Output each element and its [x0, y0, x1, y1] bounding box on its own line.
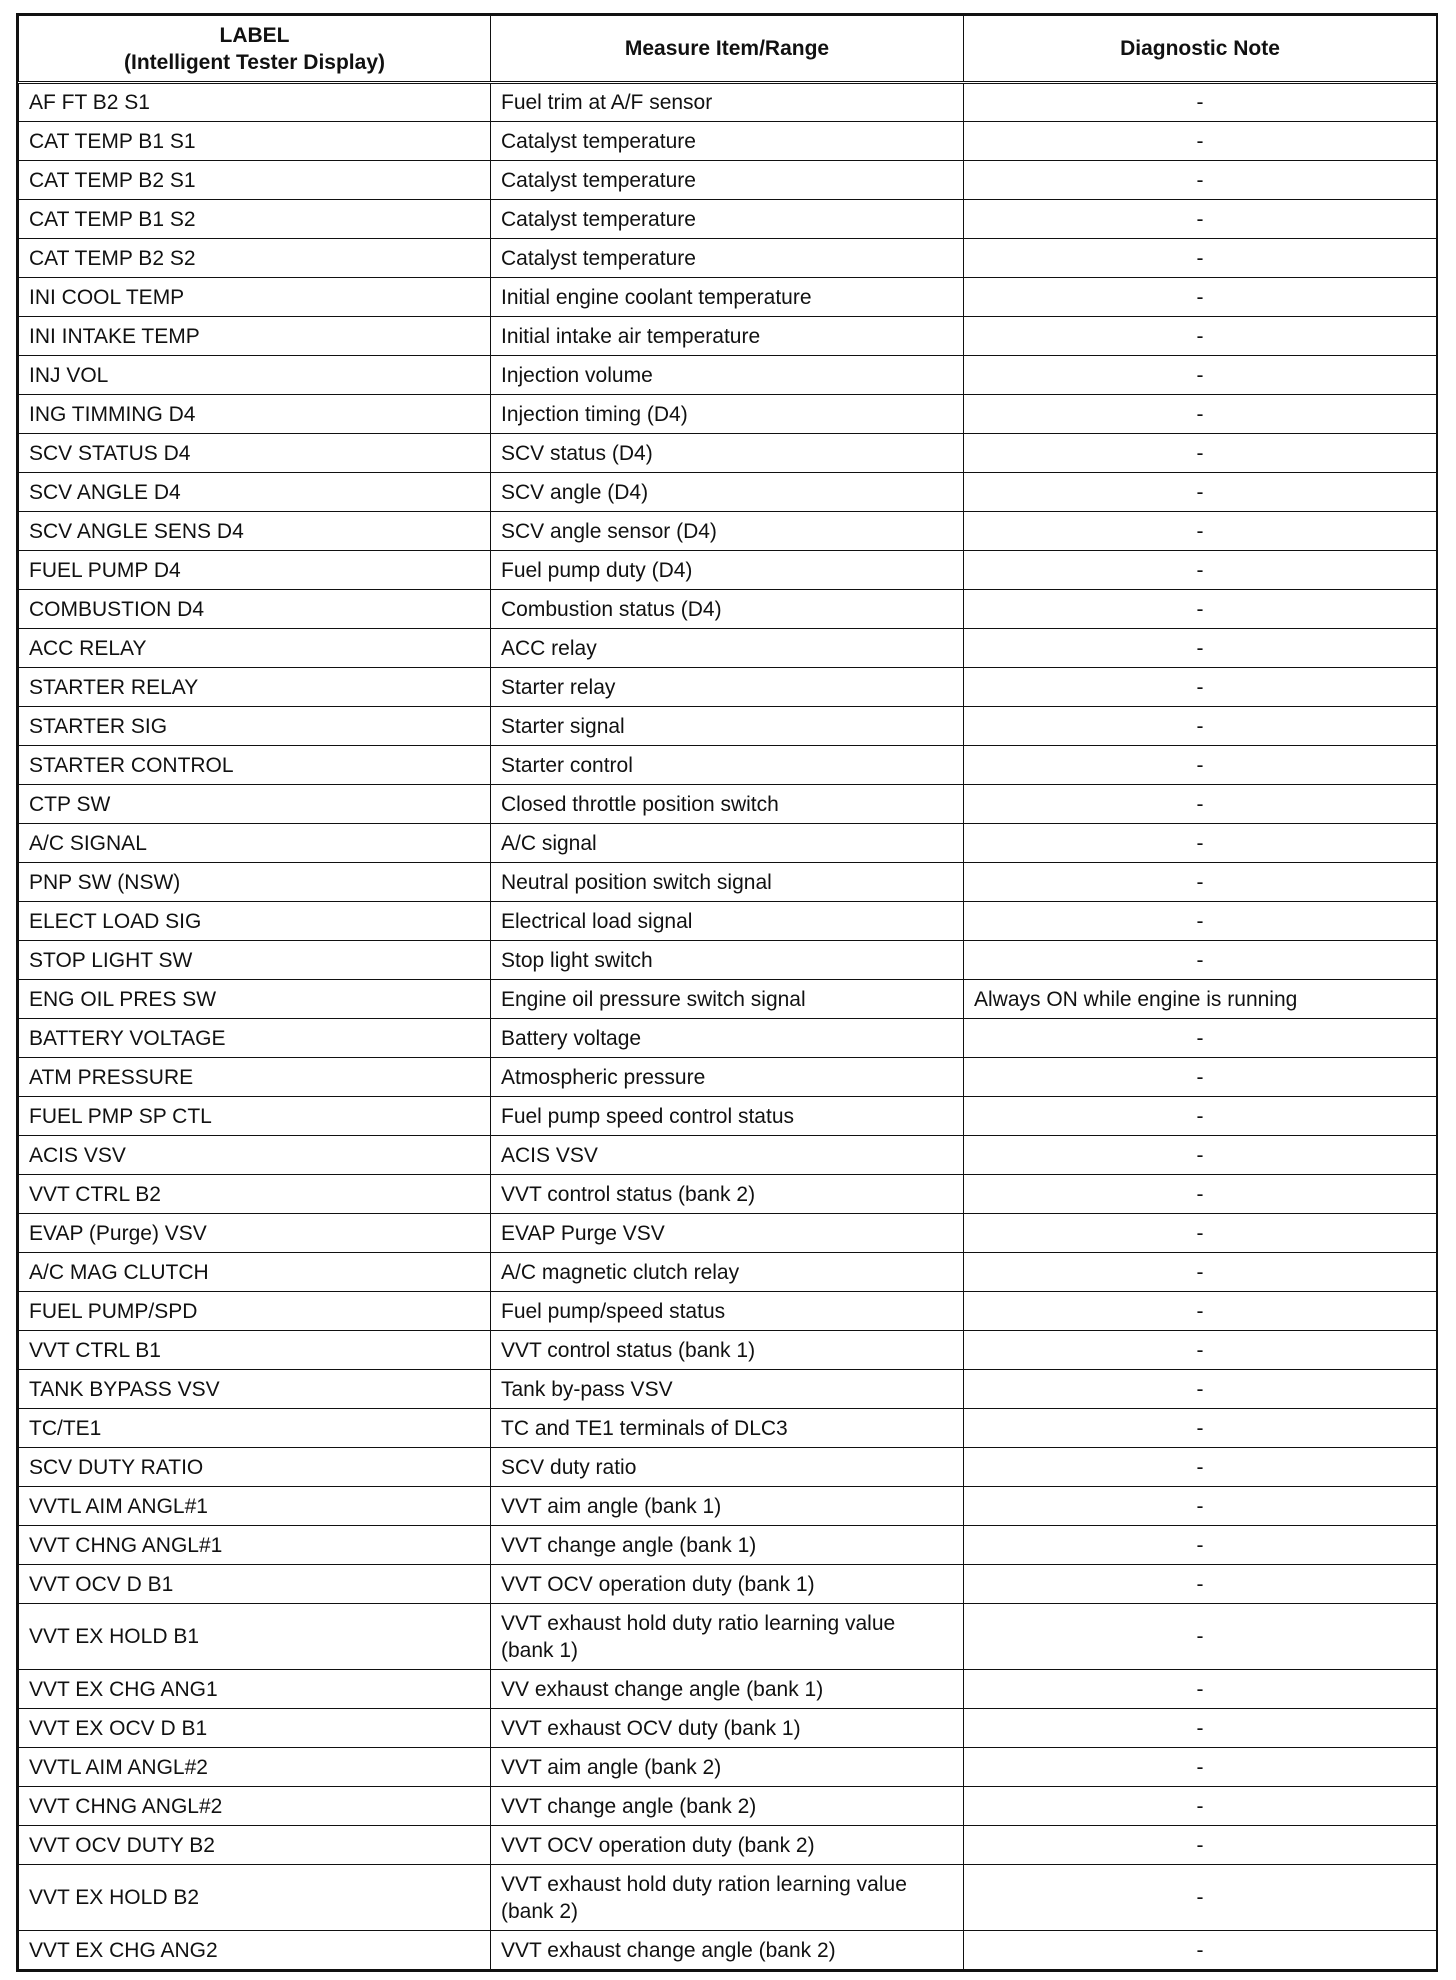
- header-label-line2: (Intelligent Tester Display): [124, 50, 385, 74]
- cell-measure: Starter control: [491, 746, 964, 785]
- cell-note: -: [964, 1787, 1437, 1826]
- cell-label: SCV ANGLE D4: [19, 473, 491, 512]
- table-row: [19, 239, 1437, 278]
- table-row: [19, 746, 1437, 785]
- cell-label: STARTER RELAY: [19, 668, 491, 707]
- table-row: [19, 863, 1437, 902]
- cell-measure: Initial intake air temperature: [491, 317, 964, 356]
- cell-label: VVT OCV D B1: [19, 1565, 491, 1604]
- cell-measure: Catalyst temperature: [491, 161, 964, 200]
- table-row: [19, 902, 1437, 941]
- cell-measure: Neutral position switch signal: [491, 863, 964, 902]
- cell-measure: EVAP Purge VSV: [491, 1214, 964, 1253]
- cell-measure: VVT change angle (bank 2): [491, 1787, 964, 1826]
- cell-measure: Combustion status (D4): [491, 590, 964, 629]
- cell-measure: Initial engine coolant temperature: [491, 278, 964, 317]
- cell-label: VVT CTRL B1: [19, 1331, 491, 1370]
- cell-label: ACC RELAY: [19, 629, 491, 668]
- cell-measure: Closed throttle position switch: [491, 785, 964, 824]
- cell-label: VVT CHNG ANGL#1: [19, 1526, 491, 1565]
- cell-label: ACIS VSV: [19, 1136, 491, 1175]
- table-row: [19, 1670, 1437, 1709]
- cell-note: -: [964, 278, 1437, 317]
- cell-label: FUEL PUMP/SPD: [19, 1292, 491, 1331]
- table-header: [19, 16, 1437, 83]
- cell-measure: SCV angle (D4): [491, 473, 964, 512]
- cell-label: AF FT B2 S1: [19, 83, 491, 122]
- cell-label: TC/TE1: [19, 1409, 491, 1448]
- table-row: [19, 1214, 1437, 1253]
- table-row: [19, 83, 1437, 122]
- cell-measure: Fuel pump speed control status: [491, 1097, 964, 1136]
- cell-note: -: [964, 122, 1437, 161]
- cell-measure: VVT control status (bank 2): [491, 1175, 964, 1214]
- table-row: [19, 824, 1437, 863]
- table-row: [19, 785, 1437, 824]
- cell-measure: VVT OCV operation duty (bank 2): [491, 1826, 964, 1865]
- cell-measure: VVT exhaust hold duty ration learning value (bank 2): [491, 1865, 964, 1931]
- table-row: [19, 1370, 1437, 1409]
- cell-note: -: [964, 1214, 1437, 1253]
- cell-note: -: [964, 1058, 1437, 1097]
- cell-label: CAT TEMP B1 S1: [19, 122, 491, 161]
- table-row: [19, 356, 1437, 395]
- table-row: [19, 161, 1437, 200]
- cell-note: -: [964, 902, 1437, 941]
- table-row: [19, 1604, 1437, 1670]
- cell-note: -: [964, 941, 1437, 980]
- table-row: [19, 1565, 1437, 1604]
- table-row: [19, 278, 1437, 317]
- header-label: [19, 16, 491, 83]
- cell-measure: Fuel pump duty (D4): [491, 551, 964, 590]
- table-row: [19, 629, 1437, 668]
- cell-note: -: [964, 434, 1437, 473]
- table-row: [19, 1058, 1437, 1097]
- cell-label: COMBUSTION D4: [19, 590, 491, 629]
- cell-label: VVT EX OCV D B1: [19, 1709, 491, 1748]
- cell-label: TANK BYPASS VSV: [19, 1370, 491, 1409]
- cell-note: -: [964, 317, 1437, 356]
- table-row: [19, 395, 1437, 434]
- cell-measure: ACC relay: [491, 629, 964, 668]
- cell-note: -: [964, 473, 1437, 512]
- table-row: [19, 1097, 1437, 1136]
- cell-measure: VVT change angle (bank 1): [491, 1526, 964, 1565]
- cell-label: ELECT LOAD SIG: [19, 902, 491, 941]
- cell-measure: VVT exhaust OCV duty (bank 1): [491, 1709, 964, 1748]
- table-row: [19, 512, 1437, 551]
- cell-label: PNP SW (NSW): [19, 863, 491, 902]
- cell-note: -: [964, 1292, 1437, 1331]
- table-row: [19, 551, 1437, 590]
- cell-note: -: [964, 1253, 1437, 1292]
- table-row: [19, 1019, 1437, 1058]
- cell-note: -: [964, 629, 1437, 668]
- table-row: [19, 1136, 1437, 1175]
- cell-label: VVTL AIM ANGL#2: [19, 1748, 491, 1787]
- header-note: Diagnostic Note: [964, 16, 1437, 83]
- cell-label: ENG OIL PRES SW: [19, 980, 491, 1019]
- cell-measure: Injection timing (D4): [491, 395, 964, 434]
- cell-measure: Injection volume: [491, 356, 964, 395]
- cell-note: -: [964, 1448, 1437, 1487]
- table-row: [19, 707, 1437, 746]
- cell-label: CAT TEMP B1 S2: [19, 200, 491, 239]
- cell-note: -: [964, 590, 1437, 629]
- cell-label: VVT OCV DUTY B2: [19, 1826, 491, 1865]
- cell-note: -: [964, 1748, 1437, 1787]
- cell-note: -: [964, 1709, 1437, 1748]
- cell-label: VVT EX CHG ANG2: [19, 1931, 491, 1970]
- cell-label: CTP SW: [19, 785, 491, 824]
- header-row: [19, 16, 1437, 83]
- cell-measure: VV exhaust change angle (bank 1): [491, 1670, 964, 1709]
- cell-measure: Electrical load signal: [491, 902, 964, 941]
- header-label-line1: LABEL: [219, 23, 290, 47]
- cell-measure: SCV duty ratio: [491, 1448, 964, 1487]
- table-row: [19, 473, 1437, 512]
- cell-note: -: [964, 1565, 1437, 1604]
- cell-measure: Atmospheric pressure: [491, 1058, 964, 1097]
- header-measure: Measure Item/Range: [491, 16, 964, 83]
- table-row: [19, 1448, 1437, 1487]
- cell-note: -: [964, 668, 1437, 707]
- cell-note: -: [964, 161, 1437, 200]
- table-row: [19, 1787, 1437, 1826]
- table-row: [19, 1331, 1437, 1370]
- cell-measure: SCV angle sensor (D4): [491, 512, 964, 551]
- cell-note: -: [964, 395, 1437, 434]
- cell-note: -: [964, 863, 1437, 902]
- cell-measure: VVT exhaust hold duty ratio learning value (bank 1): [491, 1604, 964, 1670]
- table-row: [19, 1409, 1437, 1448]
- cell-note: -: [964, 1331, 1437, 1370]
- table-row: [19, 1253, 1437, 1292]
- cell-label: STARTER SIG: [19, 707, 491, 746]
- data-list-table-container: [16, 13, 1438, 1972]
- cell-measure: Fuel pump/speed status: [491, 1292, 964, 1331]
- cell-label: A/C MAG CLUTCH: [19, 1253, 491, 1292]
- cell-label: INI INTAKE TEMP: [19, 317, 491, 356]
- cell-note: -: [964, 1670, 1437, 1709]
- table-row: [19, 1526, 1437, 1565]
- table-row: [19, 590, 1437, 629]
- cell-measure: TC and TE1 terminals of DLC3: [491, 1409, 964, 1448]
- table-row: [19, 317, 1437, 356]
- table-row: [19, 1175, 1437, 1214]
- cell-measure: Battery voltage: [491, 1019, 964, 1058]
- cell-note: -: [964, 746, 1437, 785]
- cell-measure: SCV status (D4): [491, 434, 964, 473]
- table-row: [19, 200, 1437, 239]
- cell-measure: Stop light switch: [491, 941, 964, 980]
- cell-label: FUEL PMP SP CTL: [19, 1097, 491, 1136]
- cell-label: SCV DUTY RATIO: [19, 1448, 491, 1487]
- cell-note: -: [964, 1931, 1437, 1970]
- cell-label: ATM PRESSURE: [19, 1058, 491, 1097]
- cell-measure: VVT exhaust change angle (bank 2): [491, 1931, 964, 1970]
- cell-label: FUEL PUMP D4: [19, 551, 491, 590]
- cell-measure: Tank by-pass VSV: [491, 1370, 964, 1409]
- cell-label: VVTL AIM ANGL#1: [19, 1487, 491, 1526]
- table-row: [19, 122, 1437, 161]
- cell-note: -: [964, 1526, 1437, 1565]
- cell-note: -: [964, 1136, 1437, 1175]
- cell-measure: Fuel trim at A/F sensor: [491, 83, 964, 122]
- table-row: [19, 434, 1437, 473]
- cell-note: -: [964, 356, 1437, 395]
- cell-note: -: [964, 551, 1437, 590]
- cell-note: -: [964, 1019, 1437, 1058]
- cell-measure: VVT aim angle (bank 2): [491, 1748, 964, 1787]
- data-list-table: [18, 15, 1437, 1970]
- cell-measure: Catalyst temperature: [491, 239, 964, 278]
- table-row: [19, 1865, 1437, 1931]
- cell-label: CAT TEMP B2 S1: [19, 161, 491, 200]
- table-row: [19, 1292, 1437, 1331]
- cell-label: EVAP (Purge) VSV: [19, 1214, 491, 1253]
- cell-note: -: [964, 1487, 1437, 1526]
- table-row: [19, 1826, 1437, 1865]
- cell-note: -: [964, 512, 1437, 551]
- cell-note: -: [964, 785, 1437, 824]
- cell-note: -: [964, 1826, 1437, 1865]
- cell-label: INJ VOL: [19, 356, 491, 395]
- cell-measure: VVT aim angle (bank 1): [491, 1487, 964, 1526]
- cell-note: -: [964, 1370, 1437, 1409]
- cell-note: -: [964, 200, 1437, 239]
- cell-label: INI COOL TEMP: [19, 278, 491, 317]
- cell-label: BATTERY VOLTAGE: [19, 1019, 491, 1058]
- table-row: [19, 668, 1437, 707]
- table-body: [19, 83, 1437, 1970]
- table-row: [19, 1487, 1437, 1526]
- cell-note: Always ON while engine is running: [964, 980, 1437, 1019]
- table-row: [19, 1931, 1437, 1970]
- cell-label: CAT TEMP B2 S2: [19, 239, 491, 278]
- cell-note: -: [964, 239, 1437, 278]
- cell-measure: VVT control status (bank 1): [491, 1331, 964, 1370]
- cell-measure: VVT OCV operation duty (bank 1): [491, 1565, 964, 1604]
- cell-label: VVT CHNG ANGL#2: [19, 1787, 491, 1826]
- cell-note: -: [964, 83, 1437, 122]
- cell-measure: A/C signal: [491, 824, 964, 863]
- cell-measure: Starter signal: [491, 707, 964, 746]
- table-row: [19, 1709, 1437, 1748]
- cell-measure: A/C magnetic clutch relay: [491, 1253, 964, 1292]
- cell-label: VVT CTRL B2: [19, 1175, 491, 1214]
- cell-note: -: [964, 1865, 1437, 1931]
- cell-note: -: [964, 1175, 1437, 1214]
- cell-label: A/C SIGNAL: [19, 824, 491, 863]
- cell-label: SCV STATUS D4: [19, 434, 491, 473]
- cell-note: -: [964, 1409, 1437, 1448]
- cell-label: STARTER CONTROL: [19, 746, 491, 785]
- cell-measure: Starter relay: [491, 668, 964, 707]
- cell-measure: Engine oil pressure switch signal: [491, 980, 964, 1019]
- cell-label: VVT EX HOLD B2: [19, 1865, 491, 1931]
- cell-label: VVT EX CHG ANG1: [19, 1670, 491, 1709]
- cell-measure: ACIS VSV: [491, 1136, 964, 1175]
- table-row: [19, 941, 1437, 980]
- cell-label: VVT EX HOLD B1: [19, 1604, 491, 1670]
- cell-note: -: [964, 1097, 1437, 1136]
- cell-note: -: [964, 1604, 1437, 1670]
- table-row: [19, 1748, 1437, 1787]
- cell-measure: Catalyst temperature: [491, 122, 964, 161]
- cell-note: -: [964, 707, 1437, 746]
- cell-label: ING TIMMING D4: [19, 395, 491, 434]
- table-row: [19, 980, 1437, 1019]
- cell-label: STOP LIGHT SW: [19, 941, 491, 980]
- cell-note: -: [964, 824, 1437, 863]
- cell-label: SCV ANGLE SENS D4: [19, 512, 491, 551]
- cell-measure: Catalyst temperature: [491, 200, 964, 239]
